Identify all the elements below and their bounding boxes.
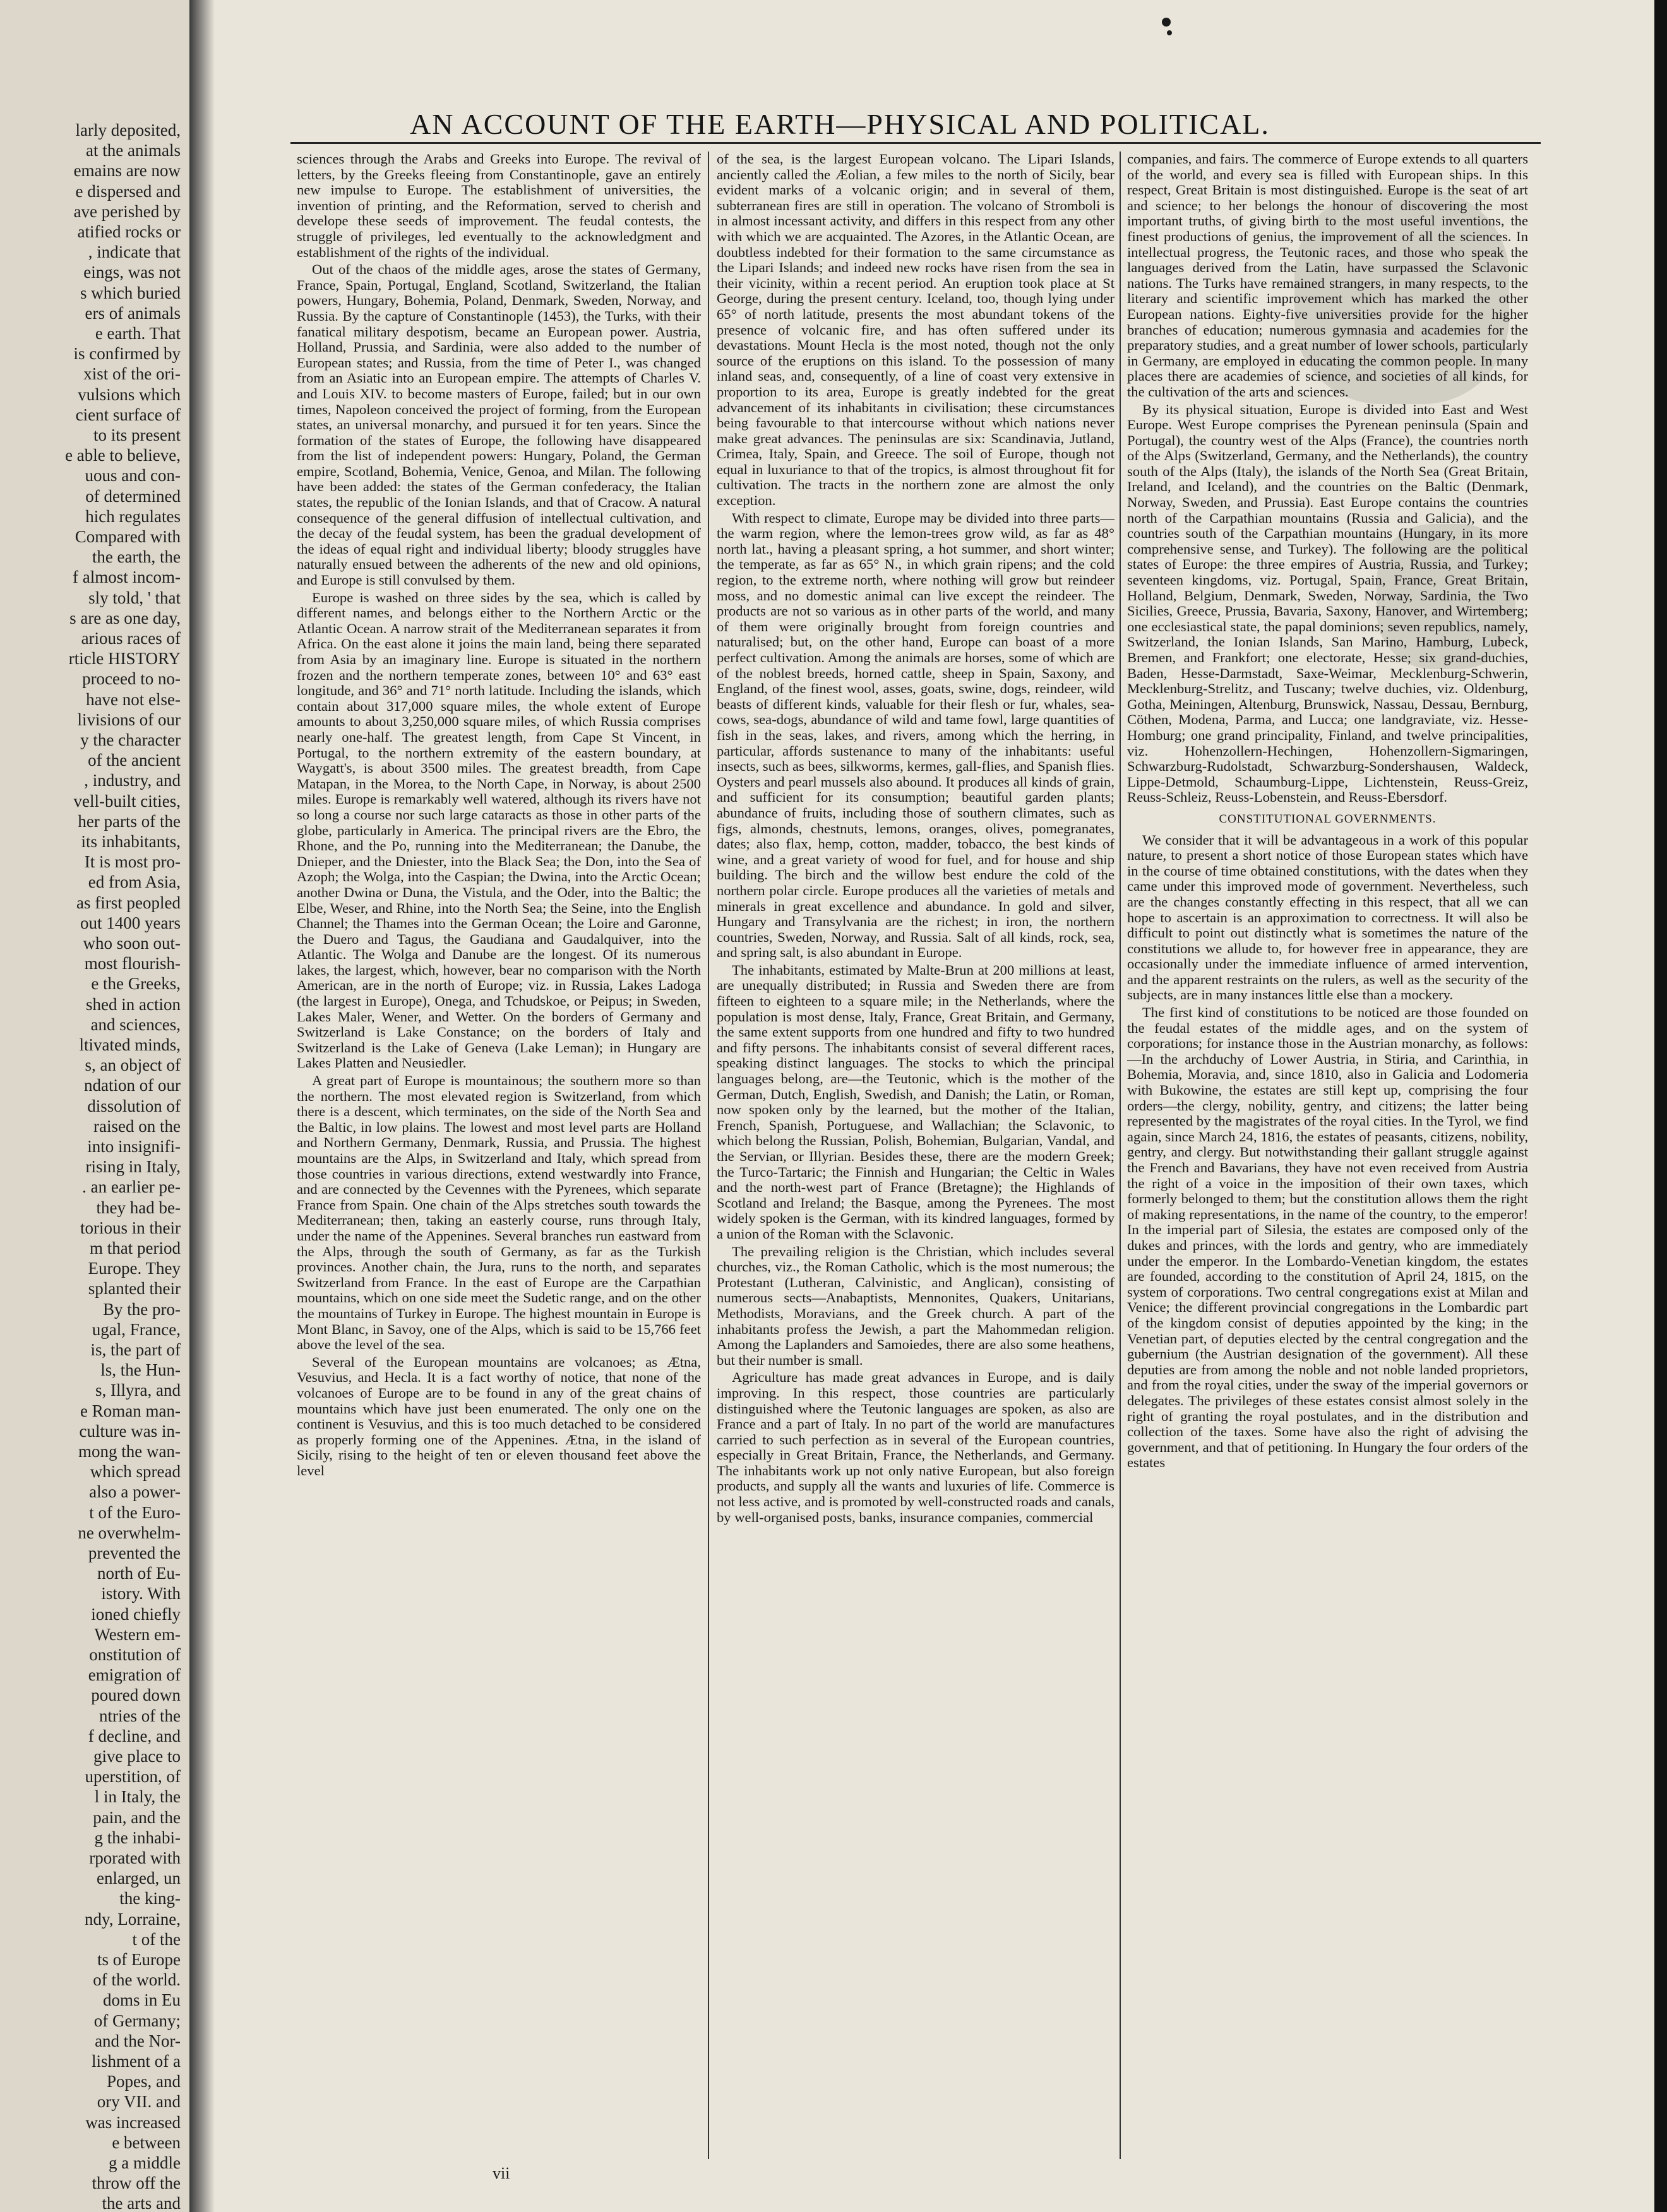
previous-page-fragment: istory. With <box>101 1584 181 1603</box>
text-column-2 <box>717 152 1114 2159</box>
previous-page-fragment: emigration of <box>88 1665 181 1685</box>
previous-page-fragment: lishment of a <box>92 2052 181 2071</box>
page-right-edge <box>1654 0 1667 2212</box>
previous-page-fragment: mong the wan- <box>78 1442 181 1461</box>
previous-page-fragment: atified rocks or <box>77 222 181 241</box>
previous-page-fragment: emains are now <box>73 161 181 181</box>
previous-page-fragment: have not else- <box>86 689 181 709</box>
paragraph: Out of the chaos of the middle ages, arose the states of Germany, France, Spain, Portugal, England, Scotland, Switzerland, the Italian powers, Hungary, Bohemia, Poland, Denmark, Sweden, Norway, and Russia. By the capture of Constantinople (1453), the Turks, with their fanatical military despotism, became an European power. Austria, Holland, Prussia, and Sardinia, were also added to the number of European states; and Russia, from the time of Peter I., was changed from an Asiatic into an European empire. The attempts of Charles V. and Louis XIV. to become masters of Europe, failed; but in our own times, Napoleon conceived the project of forming, from the European states, an universal monarchy, and pursued it for ten years. Since the formation of the states of Europe, the following have disappeared from the list of independent powers: Hungary, Poland, the German empire, Scotland, Bohemia, Venice, Genoa, and Milan. The following have been added: the states of the German confederacy, the Italian states, the republic of the Ionian Islands, and that of Cracow. A natural consequence of the general diffusion of intellectual cultivation, and the decay of the feudal system, has been the gradual development of the ideas of equal right and individual liberty; bloody struggles have naturally ensued between the adherents of the new and old opinions, and Europe is still convulsed by them. <box>297 261 701 588</box>
previous-page-fragment: vell-built cities, <box>73 791 181 811</box>
previous-page-fragment: e dispersed and <box>75 181 181 201</box>
previous-page-fragment: g the inhabi- <box>94 1828 181 1847</box>
previous-page-fragment: they had be- <box>96 1198 181 1217</box>
previous-page-fragment: , indicate that <box>88 242 181 262</box>
column-divider <box>708 152 709 2159</box>
previous-page-fragment: shed in action <box>86 994 181 1014</box>
previous-page-fragment: prevented the <box>88 1543 181 1562</box>
previous-page-fragment: the king- <box>119 1889 181 1908</box>
paragraph: By its physical situation, Europe is divided into East and West Europe. West Europe comprises the Pyrenean peninsula (Spain and Portugal), the country west of the Alps (France), the countries north of the Alps (Switzerland, Germany, and the Netherlands), the country south of the Alps (Italy), the islands of the North Sea (Great Britain, Ireland, and Iceland), and the countries on the Baltic (Denmark, Norway, Sweden, and Prussia). East Europe contains the countries north of the Carpathian mountains (Russia and Galicia), and the countries south of the Carpathian mountains (Hungary, in its more comprehensive sense, and Turkey). The following are the political states of Europe: the three empires of Austria, Russia, and Turkey; seventeen kingdoms, viz. Portugal, Spain, France, Great Britain, Holland, Belgium, Denmark, Sweden, Norway, Sardinia, the Two Sicilies, Greece, Prussia, Bavaria, Saxony, Hanover, and Wirtemberg; one ecclesiastical state, the papal dominions; seven republics, namely, Switzerland, the Ionian Islands, San Marino, Hamburg, Lubeck, Bremen, and Frankfort; one electorate, Hesse; six grand-duchies, Baden, Hesse-Darmstadt, Saxe-Weimar, Mecklenburg-Schwerin, Mecklenburg-Strelitz, and Tuscany; twelve duchies, viz. Oldenburg, Gotha, Meiningen, Altenburg, Brunswick, Nassau, Dessau, Bernburg, Cöthen, Modena, Parma, and Lucca; one landgraviate, viz. Hesse-Homburg; one grand principality, Finland, and twelve principalities, viz. Hohenzollern-Hechingen, Hohenzollern-Sigmaringen, Schwarzburg-Rudolstadt, Schwarzburg-Sondershausen, Waldeck, Lippe-Detmold, Schaumburg-Lippe, Lichtenstein, Reuss-Greiz, Reuss-Schleiz, Reuss-Lobenstein, and Reuss-Ebersdorf. <box>1127 401 1528 806</box>
previous-page-fragment: onstitution of <box>89 1645 181 1664</box>
book-gutter <box>189 0 215 2212</box>
previous-page-fragment: torious in their <box>80 1218 181 1237</box>
previous-page-fragment: ndy, Lorraine, <box>85 1909 181 1929</box>
previous-page-fragment: e Roman man- <box>80 1401 181 1420</box>
previous-page-fragment: splanted their <box>88 1279 181 1299</box>
previous-page-fragment: of Germany; <box>93 2011 181 2030</box>
previous-page-fragment: y the character <box>80 730 181 749</box>
previous-page-fragment: is, the part of <box>90 1340 181 1359</box>
previous-page-fragment: Western em- <box>94 1624 181 1644</box>
previous-page-fragment: is confirmed by <box>73 344 181 364</box>
previous-page-fragment: also a power- <box>89 1482 181 1502</box>
previous-page-fragment: rporated with <box>89 1848 181 1867</box>
previous-page-fragment: ers of animals <box>85 303 181 323</box>
ink-spot <box>1167 30 1172 35</box>
column-divider <box>1120 152 1121 2159</box>
previous-page-fragment: of the ancient <box>88 751 181 770</box>
previous-page-fragment: ndation of our <box>84 1076 181 1095</box>
previous-page-fragment: most flourish- <box>84 954 181 973</box>
previous-page-fragment: of determined <box>85 486 181 506</box>
previous-page-fragment: Europe. They <box>88 1259 181 1278</box>
previous-page-fragment: culture was in- <box>79 1421 181 1441</box>
previous-page-fragment: as first peopled <box>76 893 181 912</box>
previous-page-fragment: t of the Euro- <box>89 1502 181 1522</box>
previous-page-fragment: doms in Eu <box>102 1990 181 2010</box>
previous-page-fragment: pain, and the <box>93 1807 181 1827</box>
previous-page-fragment: sly told, ' that <box>88 588 181 607</box>
previous-page-fragment: t of the <box>132 1929 181 1949</box>
previous-page-fragment: out 1400 years <box>80 913 181 932</box>
previous-page-fragment: f almost incom- <box>73 568 181 587</box>
previous-page-fragment: ioned chiefly <box>91 1604 181 1624</box>
previous-page-fragment: to its present <box>93 425 181 444</box>
previous-page-fragment: which spread <box>90 1462 181 1482</box>
previous-page-fragment: larly deposited, <box>75 121 181 140</box>
paragraph: The prevailing religion is the Christian, which includes several churches, viz., the Roman Catholic, which is the most numerous; the Protestant (Lutheran, Calvinistic, and Anglican), consisting of numerous sects—Anabaptists, Mennonites, Quakers, Unitarians, Methodists, Moravians, and the Greek church. A part of the inhabitants profess the Jewish, a part the Mahommedan religion. Among the Laplanders and Samoiedes, there are also some heathens, but their number is small. <box>717 1243 1114 1368</box>
previous-page-fragment: m that period <box>90 1239 181 1258</box>
paragraph: Europe is washed on three sides by the sea, which is called by different names, and belongs either to the Northern Arctic or the Atlantic Ocean. A narrow strait of the Mediterranean separates it from Africa. On the east alone it joins the main land, being there separated from Asia by an imaginary line. Europe is situated in the northern frozen and the northern temperate zones, between 10° and 63° east longitude, and 36° and 71° north latitude. Including the islands, which contain about 317,000 square miles, the whole extent of Europe amounts to about 3,250,000 square miles, of which Russia comprises nearly one-half. The greatest length, from Cape St Vincent, in Portugal, to the northern extremity of the eastern boundary, at Waygatt's, is about 3500 miles. The greatest breadth, from Cape Matapan, in the Morea, to the North Cape, in Norway, is about 2500 miles. Europe is remarkably well watered, although its rivers have not so long a course nor such large cataracts as those in other parts of the globe, particularly in America. The principal rivers are the Ebro, the Rhone, and the Po, running into the Mediterranean; the Danube, the Dnieper, and the Dniester, into the Black Sea; the Don, into the Sea of Azoph; the Wolga, into the Caspian; the Dwina, into the Arctic Ocean; another Dwina or Duna, the Vistula, and the Oder, into the Baltic; the Elbe, Weser, and Rhine, into the North Sea; the Seine, into the English Channel; the Thames into the German Ocean; the Loire and Garonne, the Duero and Tagus, the Gaudiana and Gaudalquiver, into the Atlantic. The Wolga and Danube are the longest. Of its numerous lakes, the largest, which, however, bear no comparison with the North American, are in the north of Europe; viz. in Russia, Lakes Ladoga (the largest in Europe), Onega, and Tchudskoe, or Peipus; in Sweden, Lakes Maler, Wener, and Wetter. On the borders of Germany and Switzerland is Lake Constance; on the borders of Italy and Switzerland is the Lake of Geneva (Lake Leman); in Hungary are Lakes Platten and Neusiedler. <box>297 589 701 1071</box>
paragraph: companies, and fairs. The commerce of Europe extends to all quarters of the world, and every sea is filled with European ships. In this respect, Great Britain is most distinguished. Europe is the seat of art and science; to her belongs the honour of discovering the most important truths, of giving birth to the most useful inventions, the finest productions of genius, the improvement of all the sciences. In intellectual progress, the Teutonic races, and those who speak the languages derived from the Latin, have surpassed the Sclavonic nations. The Turks have remained strangers, in many respects, to the literary and scientific improvement which has marked the other European nations. Eighty-five universities provide for the higher branches of education; numerous gymnasia and academies for the preparatory studies, and a great number of lower schools, particularly in Germany, are employed in educating the common people. In many places there are academies of science, and societies of all kinds, for the cultivation of the arts and sciences. <box>1127 152 1528 400</box>
previous-page-fragment: uperstition, of <box>85 1767 181 1787</box>
previous-page-fragment: and the Nor- <box>95 2031 181 2050</box>
page-footer: vii <box>493 2164 510 2182</box>
page-header: AN ACCOUNT OF THE EARTH—PHYSICAL AND POLITICAL. <box>410 108 1270 140</box>
previous-page-fragment: proceed to no- <box>82 669 181 689</box>
previous-page-fragment: arious races of <box>81 629 181 648</box>
previous-page-fragment: Popes, and <box>107 2072 181 2091</box>
previous-page-fragment: ed from Asia, <box>88 872 181 892</box>
previous-page-fragment: livisions of our <box>77 710 181 729</box>
previous-page-fragment: her parts of the <box>78 811 181 831</box>
previous-page-fragment: s which buried <box>80 283 181 302</box>
paragraph: With respect to climate, Europe may be divided into three parts—the warm region, where the lemon-trees grow wild, as far as 48° north lat., having a pleasant spring, a hot summer, and short winter; the temperate, as far as 65° N., in which grain ripens; and the cold region, to the extreme north, where nothing will grow but reindeer moss, and no domestic animal can live except the reindeer. The products are not so various as in other parts of the world, and many of them were originally brought from foreign countries and naturalised; but, on the other hand, Europe can boast of a more perfect cultivation. Among the animals are horses, some of which are of the noblest breeds, horned cattle, sheep in Spain, Saxony, and England, of the finest wool, asses, goats, swine, dogs, reindeer, wild beasts of different kinds, valuable for their flesh or fur, whales, sea-cows, sea-dogs, abundance of wild and tame fowl, large quantities of fish in the seas, lakes, and rivers, among which the herring, in particular, affords sustenance to many of the inhabitants: useful insects, such as bees, silkworms, kermes, gall-flies, and Spanish flies. Oysters and pearl mussels also abound. It produces all kinds of grain, and sufficient for its consumption; beautiful garden plants; abundance of fruits, including those of southern climates, such as figs, almonds, chestnuts, lemons, oranges, olives, pomegranates, dates; also flax, hemp, cotton, madder, tobacco, the best kinds of wine, and a great variety of wood for fuel, and for house and ship building. The birch and the willow best endure the cold of the northern polar circle. Europe produces all the varieties of metals and minerals in great excellence and abundance. In gold and silver, Hungary and Transylvania are the richest; in iron, the northern countries, Sweden, Norway, and Russia. Salt of all kinds, rock, sea, and spring salt, is also abundant in Europe. <box>717 509 1114 961</box>
previous-page-fragment: ntries of the <box>99 1706 181 1725</box>
previous-page-fragment: ts of Europe <box>97 1950 181 1969</box>
previous-page-fragment: ltivated minds, <box>79 1035 181 1054</box>
previous-page-fragment: ugal, France, <box>92 1319 181 1339</box>
previous-page-fragment: dissolution of <box>87 1096 181 1115</box>
paragraph: The inhabitants, estimated by Malte-Brun at 200 millions at least, are unequally distributed; in Russia and Sweden there are from fifteen to eighteen to a square mile; in the Netherlands, where the population is most dense, Italy, France, Great Britain, and Germany, the same extent supports from one hundred and fifty to two hundred and fifty persons. The inhabitants consist of several different races, speaking distinct languages. The stocks to which the principal languages belong, are—the Teutonic, which is the mother of the German, Dutch, English, Swedish, and Danish; the Latin, or Roman, now spoken only by the learned, but the mother of the Italian, French, Spanish, Portuguese, and Wallachian; the Sclavonic, to which belong the Russian, Polish, Bohemian, Bulgarian, Vandal, and the Servian, or Illyrian. Besides these, there are the modern Greek; the Turco-Tartaric; the Finnish and Hungarian; the Celtic in Wales and the north-west part of France (Bretagne); the Highlands of Scotland and Ireland; the Basque, among the Pyrenees. The most widely spoken is the German, with its kindred languages, formed by a union of the Roman with the Sclavonic. <box>717 961 1114 1242</box>
previous-page-fragment: , industry, and <box>84 771 181 790</box>
previous-page-fragment: cient surface of <box>75 405 181 424</box>
paragraph: A great part of Europe is mountainous; the southern more so than the northern. The most elevated region is Switzerland, from which there is a descent, which terminates, on the side of the North Sea and the Baltic, in low plains. The lowest and most level parts are Holland and Northern Germany, Denmark, Russia, and Prussia. The highest mountains are the Alps, in Switzerland and Italy, which spread from those countries in various directions, extend westwardly into France, and are connected by the Cevennes with the Pyrenees, which separate France from Spain. One chain of the Alps stretches south towards the Mediterranean; then, taking an easterly course, runs through Italy, under the name of the Appenines. Several branches run eastward from the Alps, through the south of Germany, as far as the Turkish provinces. Another chain, the Jura, runs to the north, and separates Switzerland from France. In the east of Europe are the Carpathian mountains, which on one side meet the Sudetic range, and on the other the mountains of Turkey in Europe. The highest mountain in Europe is Mont Blanc, in Savoy, one of the Alps, which is said to be 15,766 feet above the level of the sea. <box>297 1073 701 1353</box>
previous-page-fragment: enlarged, un <box>97 1869 181 1888</box>
previous-page-fragment: give place to <box>93 1747 181 1766</box>
previous-page-fragment: at the animals <box>86 141 181 160</box>
previous-page-fragment: ave perished by <box>73 201 181 221</box>
paragraph: sciences through the Arabs and Greeks into Europe. The revival of letters, by the Greeks fleeing from Constantinople, gave an entirely new impulse to Europe. The establishment of universities, the invention of printing, and the Reformation, served to cherish and develope these seeds of improvement. The feudal contests, the struggle of privileges, led eventually to the acknowledgment and establishment of the rights of the individual. <box>297 152 701 260</box>
previous-page-fragment: eings, was not <box>83 263 181 282</box>
paragraph: The first kind of constitutions to be noticed are those founded on the feudal estates of the middle ages, and on the system of corporations; for instance those in the Austrian monarchy, as follows:—In the archduchy of Lower Austria, in Stiria, and Carinthia, in Bohemia, Moravia, and, since 1810, also in Galicia and Lodomeria with Bukowine, the estates are still kept up, comprising the four orders—the clergy, nobility, gentry, and citizens; the latter being represented by the magistrates of the royal cities. In the Tyrol, we find again, since March 24, 1816, the estates of peasants, citizens, nobility, gentry, and clergy. But notwithstanding their gallant struggle against the French and Bavarians, they have not even received from Austria the right of a voice in the imposition of their own taxes, which formerly belonged to them; but the constitution allows them the right of making representations, in the name of the country, to the emperor! In the imperial part of Silesia, the estates are composed only of the dukes and princes, with the lords and gentry, who are immediately under the emperor. In the Lombardo-Venetian kingdom, the estates are founded, according to the constitution of April 24, 1815, on the system of corporations. Two central congregations exist at Milan and Venice; the different provincial congregations in the Lombardic part of the kingdom consist of deputies appointed by the king; in the Venetian part, of deputies elected by the central congregation and the gubernium (the Austrian designation of the government). All these deputies are from among the noble and not noble landed proprietors, and from the royal cities, under the sway of the imperial governors or delegates. The privileges of these estates consist almost solely in the right of granting the royal postulates, and in the distribution and collection of the taxes. Some have also the right of advising the government, and that of petitioning. In Hungary the four orders of the estates <box>1127 1004 1528 1471</box>
previous-page-fragment: north of Eu- <box>97 1564 181 1583</box>
previous-page-fragment: f decline, and <box>88 1726 181 1745</box>
previous-page-fragment: ne overwhelm- <box>78 1523 181 1542</box>
paragraph: Agriculture has made great advances in Europe, and is daily improving. In this respect, those countries are particularly distinguished where the Teutonic languages are spoken, as also are France and a part of Italy. In no part of the world are manufactures carried to such perfection as in several of the European countries, especially in Great Britain, France, the Netherlands, and Germany. The inhabitants work up not only native European, but also foreign products, and supply all the wants and luxuries of life. Commerce is not less active, and is promoted by well-constructed roads and canals, by well-organised posts, banks, insurance companies, commercial <box>717 1369 1114 1525</box>
previous-page-fragment: s, Illyra, and <box>95 1381 181 1400</box>
previous-page-fragment: . an earlier pe- <box>82 1177 181 1197</box>
previous-page-fragment: e between <box>112 2132 181 2152</box>
text-column-1 <box>297 152 701 2159</box>
previous-page-fragment: e earth. That <box>95 324 181 343</box>
header-rule <box>290 142 1541 144</box>
previous-page-fragment: xist of the ori- <box>83 364 181 384</box>
previous-page-fragment: It is most pro- <box>84 852 181 872</box>
paragraph: We consider that it will be advantageous in a work of this popular nature, to present a short notice of those European states which have in the course of time obtained constitutions, with the dates when they came under this improved mode of government. Nevertheless, such are the changes constantly effecting in this respect, that all we can hope to ascertain is an approximation to correctness. It will also be difficult to point out distinctly what is sometimes the nature of the constitutions we allude to, for however free in appearance, they are occasionally under the immediate influence of armed intervention, and the apparent restraints on the rulers, as well as the security of the subjects, are in many instances little else than a mockery. <box>1127 831 1528 1003</box>
previous-page-fragment: ls, the Hun- <box>100 1360 181 1380</box>
previous-page-fragment: s, an object of <box>85 1055 181 1075</box>
previous-page-fragment: ory VII. and <box>97 2092 181 2112</box>
previous-page-fragment: rticle HISTORY <box>68 649 181 669</box>
previous-page-fragment: poured down <box>91 1686 181 1705</box>
previous-page-fragment: and sciences, <box>90 1014 181 1034</box>
text-column-3 <box>1127 152 1528 2159</box>
previous-page-fragment: hich regulates <box>85 506 181 526</box>
previous-page-fragment: e the Greeks, <box>91 974 181 994</box>
previous-page-fragment: the arts and <box>102 2194 181 2212</box>
previous-page-fragment: Compared with <box>75 527 181 546</box>
previous-page-fragment: uous and con- <box>85 466 181 485</box>
previous-page-fragment: its inhabitants, <box>81 832 181 851</box>
ink-spot <box>1162 18 1171 27</box>
previous-page-fragment: rising in Italy, <box>85 1157 181 1177</box>
previous-page-fragment: By the pro- <box>103 1299 181 1319</box>
section-heading: CONSTITUTIONAL GOVERNMENTS. <box>1219 812 1437 826</box>
paragraph: Several of the European mountains are volcanoes; as Ætna, Vesuvius, and Hecla. It is a fact worthy of notice, that none of the volcanoes of Europe are to be found in any of the great chains of mountains which have just been enumerated. The only one on the continent is Vesuvius, and this is too much detached to be considered as properly forming one of the Appenines. Ætna, in the island of Sicily, rising to the height of ten or eleven thousand feet above the level <box>297 1353 701 1478</box>
previous-page-fragment: l in Italy, the <box>94 1787 181 1807</box>
previous-page-fragment: into insignifi- <box>87 1137 181 1156</box>
previous-page-fragment: s are as one day, <box>69 608 181 627</box>
previous-page-fragment: was increased <box>85 2112 181 2132</box>
previous-page-fragment: e able to believe, <box>65 446 181 465</box>
previous-page-fragment: who soon out- <box>83 934 181 953</box>
previous-page-fragment: g a middle <box>109 2153 181 2172</box>
previous-page-fragment: of the world. <box>93 1970 181 1990</box>
paragraph: of the sea, is the largest European volcano. The Lipari Islands, anciently called the Æolian, a few miles to the north of Sicily, bear evident marks of a volcanic origin; and in several of them, subterranean fires are still in operation. The volcano of Stromboli is in almost incessant activity, and differs in this respect from any other with which we are acquainted. The Azores, in the Atlantic Ocean, are doubtless indebted for their formation to the same circumstance as the Lipari Islands; and indeed new rocks have risen from the sea in their vicinity, within a recent period. An eruption took place at St George, during the present century. Iceland, too, though lying under 65° of north latitude, presents the most abundant tokens of the presence of volcanic fire, and has often suffered under its devastations. Mount Hecla is the most noted, though not the only source of the eruptions on this island. To the possession of many inland seas, and, consequently, of a line of coast very extensive in proportion to its area, Europe is greatly indebted for the great advancement of its inhabitants in civilisation; these circumstances being favourable to that intercourse without which nations never make great advances. The peninsulas are six: Scandinavia, Jutland, Crimea, Italy, Spain, and Greece. The soil of Europe, though not equal in luxuriance to that of the tropics, is almost throughout fit for cultivation. The tracts in the northern zone are almost the only exception. <box>717 152 1114 509</box>
previous-page-fragment: raised on the <box>93 1116 181 1136</box>
previous-page-fragment: throw off the <box>92 2173 181 2193</box>
previous-page-fragment: the earth, the <box>92 547 181 567</box>
previous-page-fragment: vulsions which <box>78 384 181 404</box>
previous-page-edge <box>0 0 193 2212</box>
